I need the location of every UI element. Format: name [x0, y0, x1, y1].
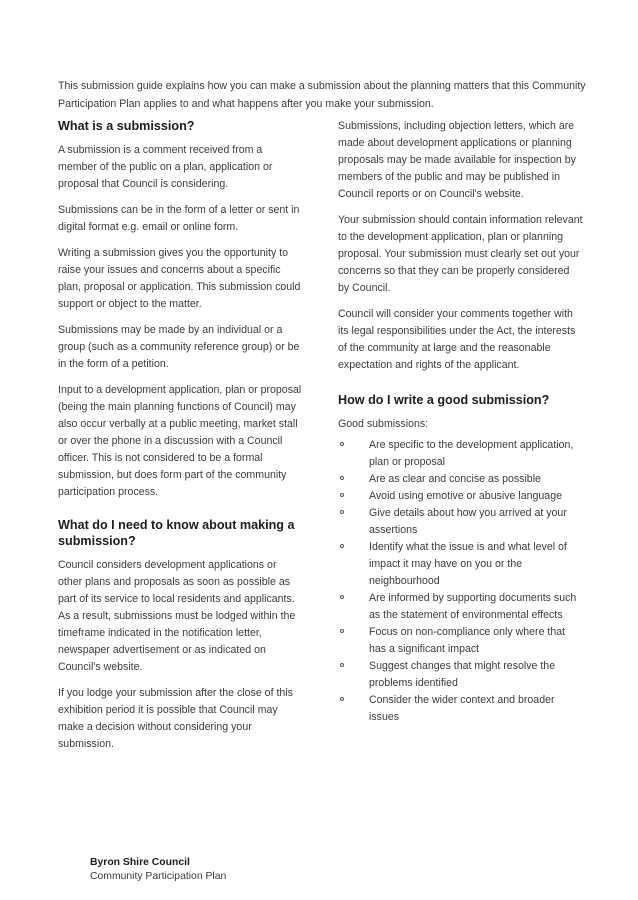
bullet-circle-icon	[340, 663, 344, 667]
paragraph: Council considers development applications or other plans and proposals as soon as possible as part of its service to local residents and applicants. As a result, submissions must be lodged within the timeframe indicated in the notification letter, newspaper advertisement or as indicated on Council's website.	[58, 558, 296, 673]
paragraph: Input to a development application, plan or proposal (being the main planning functions of Council) may also occur verbally at a public meeting, market stall or over the phone in a discussion with a Council officer. This is not considered to be a formal submission, but does form part of the community participation process.	[58, 383, 302, 498]
right-column	[338, 118, 583, 726]
bullet-circle-icon	[340, 510, 344, 514]
footer-organisation: Byron Shire Council	[90, 857, 190, 868]
list-item: Consider the wider context and broader issues	[338, 692, 583, 726]
bullet-circle-icon	[340, 493, 344, 497]
list-item: Are informed by supporting documents such as the statement of environmental effects	[338, 590, 583, 624]
paragraph: Writing a submission gives you the opportunity to raise your issues and concerns about a specific plan, proposal or application. This submission could support or object to the matter.	[58, 246, 301, 310]
list-item: Focus on non-compliance only where that has a significant impact	[338, 624, 583, 658]
paragraph: If you lodge your submission after the close of this exhibition period it is possible that Council may make a decision without considering your submission.	[58, 686, 293, 750]
page-footer	[90, 856, 226, 884]
heading-how-to-write: How do I write a good submission?	[338, 393, 550, 407]
list-item: Are specific to the development application, plan or proposal	[338, 437, 583, 471]
list-item: Give details about how you arrived at your assertions	[338, 505, 583, 539]
paragraph: A submission is a comment received from a member of the public on a plan, application or proposal that Council is considering.	[58, 143, 273, 190]
list-item: Avoid using emotive or abusive language	[338, 488, 583, 505]
footer-document-title: Community Participation Plan	[90, 871, 227, 882]
paragraph: Your submission should contain information relevant to the development application, plan or planning proposal. Your submission must clearly set out your concerns so that they can be properly considered by Council.	[338, 214, 583, 294]
bullet-circle-icon	[340, 595, 344, 599]
paragraph: Submissions can be in the form of a letter or sent in digital format e.g. email or online form.	[58, 203, 300, 233]
bullet-circle-icon	[340, 442, 344, 446]
left-column	[58, 118, 303, 762]
paragraph: Submissions, including objection letters, which are made about development applications or planning proposals may be made available for inspection by members of the public and may be published in Council reports or on Council's website.	[338, 120, 576, 200]
bullet-circle-icon	[340, 697, 344, 701]
bullet-circle-icon	[340, 476, 344, 480]
paragraph: Council will consider your comments together with its legal responsibilities under the Act, the interests of the community at large and the reasonable expectation and rights of the applicant.	[338, 308, 576, 371]
list-item: Identify what the issue is and what level of impact it may have on you or the neighbourhood	[338, 539, 583, 590]
heading-what-to-know: What do I need to know about making a submission?	[58, 517, 295, 548]
list-item: Are as clear and concise as possible	[338, 471, 583, 488]
heading-what-is-submission: What is a submission?	[58, 119, 195, 133]
intro-paragraph: This submission guide explains how you can make a submission about the planning matters that this Community Participation Plan applies to and what happens after you make your submission.	[58, 80, 586, 110]
good-submissions-list	[338, 437, 583, 726]
bullets-lead: Good submissions:	[338, 417, 429, 430]
paragraph: Submissions may be made by an individual or a group (such as a community reference group) or be in the form of a petition.	[58, 323, 300, 370]
bullet-circle-icon	[340, 544, 344, 548]
list-item: Suggest changes that might resolve the problems identified	[338, 658, 583, 692]
bullet-circle-icon	[340, 629, 344, 633]
